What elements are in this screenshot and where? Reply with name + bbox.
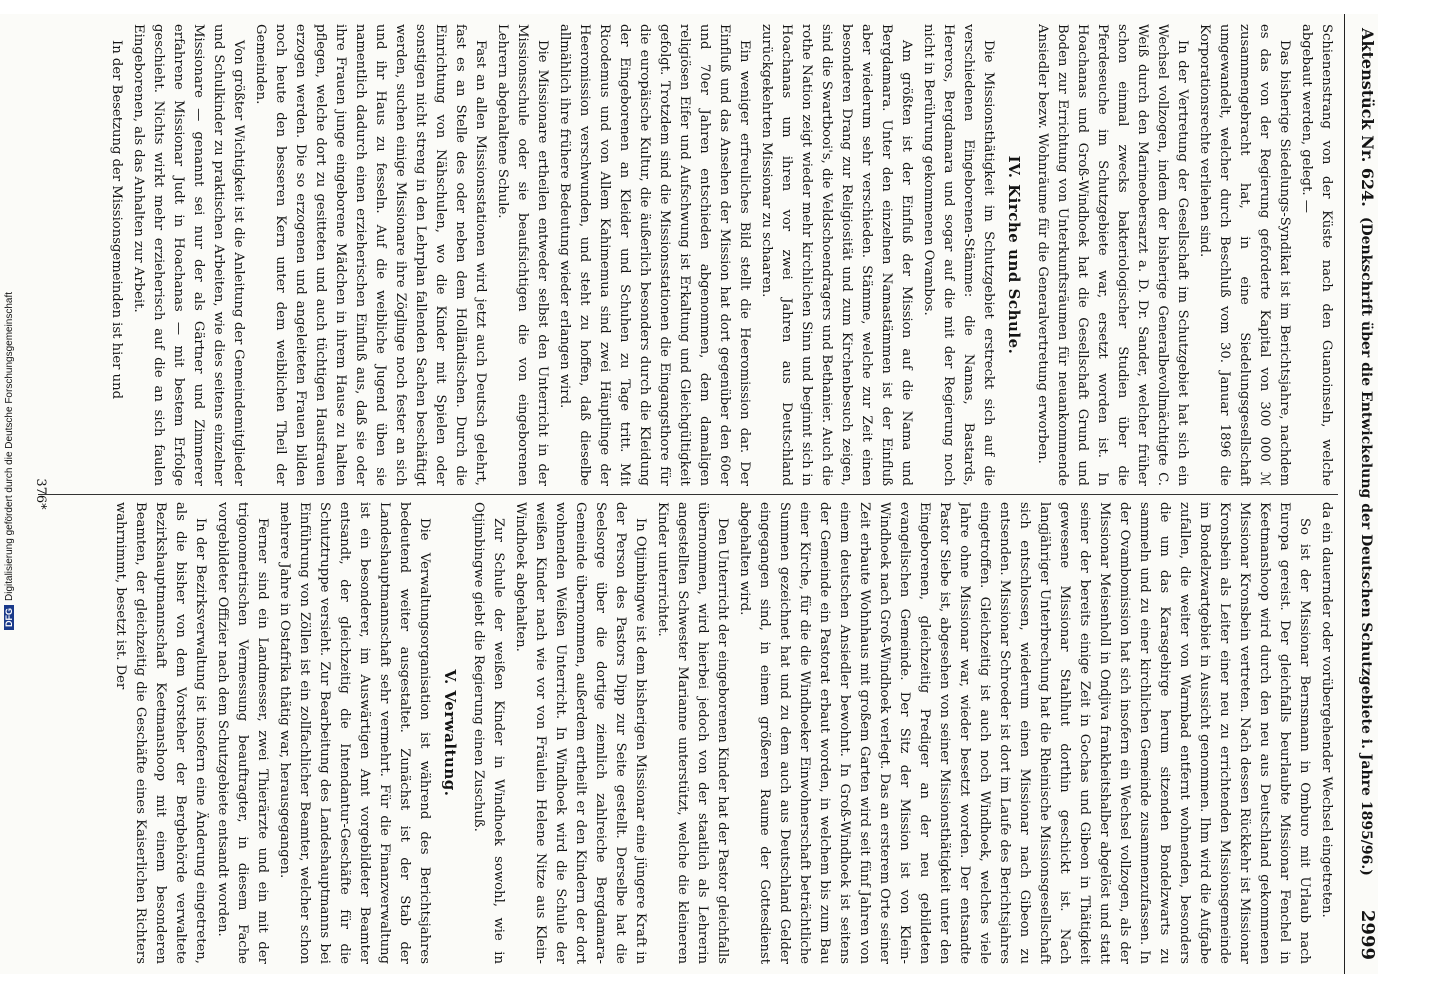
section-heading: V. Verwaltung.	[441, 669, 459, 797]
digitization-note	[4, 292, 15, 630]
column-divider	[38, 494, 1338, 495]
page-header	[1344, 14, 1378, 974]
left-column	[66, 24, 1336, 486]
page-footer-mark: 376*	[33, 478, 48, 510]
digitization-text: Digitalisierung gefördert durch die Deutsche Forschungsgemeinschaft	[4, 291, 15, 601]
paragraph: Die Missionare ertheilen entweder selbst den Unterricht in der Missionsschule oder sie beaufsichtigen die von eingeborenen Lehrern abgehaltene Schule.	[495, 24, 550, 486]
page-number: 2999	[1357, 909, 1378, 960]
paragraph: In der Vertretung der Gesellschaft im Schutzgebiet hat sich ein Wechsel vollzogen, indem der bisherige Generalbevollmächtigte C. Weiß durch den Marineobersarzt a. D. Dr. Sander, welcher früher schon einmal zwecks bakteriologischer Studien über die Pferdeseuche im Schutzgebiete war, ersetzt worden ist. In Hoachanas und Groß-Windhoek hat die Gesellschaft Grund und Boden zur Errichtung von Unterkunftsräumen für neuankommende Ansiedler bezw. Wohnräume für die Generalvertretung erworben.	[1035, 24, 1190, 486]
paragraph: Die Verwaltungsorganisation ist während des Berichtsjahres bedeutend weiter ausgestaltet. Zunächst ist der Stab der Landeshauptmannschaft sehr vermehrt. Für die Finanzverwaltung ist ein besonderer, im Auswärtigen Amt vorgebildeter Beamter entsandt, der gleichzeitig die Intendantur-Geschäfte für die Schutztruppe versieht. Zur Bearbeitung des Landeshauptmanns bei Einführung von Zöllen ist ein zollfachlicher Beamter, welcher schon mehrere Jahre in Ostafrika thätig war, herausgegangen.	[277, 502, 432, 964]
section-heading: IV. Kirche und Schule.	[1005, 155, 1023, 355]
right-column	[66, 502, 1336, 964]
paragraph: Ein weniger erfreuliches Bild stellt die Heeromission dar. Der Einfluß und das Ansehen der Mission hat dort gegenüber den 60er und 70er Jahren entschieden abgenommen, dem damaligen religiösen Eifer und Aufschwung ist Erkaltung und Gleichgültigkeit gefolgt. Trotzdem sind die Missionsstationen die Eingangsthore für die europäische Kultur, die äußerlich besonders durch die Kleidung der Eingeborenen an Kleider und Schuhen zu Tage tritt. Mit Ricodemus und von Allem Kahimemua sind zwei Häuptlinge der Heeromission verschwunden, und steht zu hoffen, daß dieselbe allmählich ihre frühere Bedeutung wieder erlangen wird.	[557, 24, 752, 486]
rotated-document-page	[0, 14, 1378, 974]
dfg-logo: DFG	[4, 605, 14, 630]
paragraph: In Otjimbingwe ist dem bisherigen Missionar eine jüngere Kraft in der Person des Pastors Dipp zur Seite gestellt. Derselbe hat die Seelsorge über die dortige ziemlich zahlreiche Bergdamara-Gemeinde übernommen, außerdem ertheilt er den Kindern der dort wohnenden Weißen Unterricht. In Windhoek wird die Schule der weißen Kinder nach wie vor von Fräulein Helene Nitze aus Klein-Windhoek abgehalten.	[513, 502, 648, 964]
paragraph: Zur Schule der weißen Kinder in Windhoek sowohl, wie in Otjimbingwe giebt die Regierung einen Zuschuß.	[471, 502, 506, 964]
paragraph: Die Missionsthätigkeit im Schutzgebiet erstreckt sich auf die verschiedenen Eingeborenen-Stämme: die Namas, Bastards, Hereros, Bergdamara und sogar auf die mit der Regierung noch nicht in Berührung gekommenen Ovambos.	[921, 24, 996, 486]
paragraph: Ferner sind ein Landmesser, zwei Thierärzte und ein mit der trigonometrischen Vermessung beauftragter, in diesem Fache vorgebildeter Offizier nach dem Schutzgebiete entsandt worden.	[215, 502, 270, 964]
document-number: Aktenstück Nr. 624.	[1358, 28, 1377, 207]
paragraph: In der Besetzung der Missionsgemeinden ist hier und	[109, 40, 124, 400]
paragraph: Fast an allen Missionsstationen wird jetzt auch Deutsch gelehrt, fast es an Stelle des oder neben dem Holländischen. Durch die Einrichtung von Nähschulen, wo die Kinder mit Spielen oder sonstigen nicht streng in den Lehrplan fallenden Sachen beschäftigt werden, suchen einige Missionare ihre Zöglinge noch fester an sich und ihr Haus zu fesseln. Auf die weibliche Jugend üben sie namentlich dadurch einen erzieherischen Einfluß aus, daß sie oder ihre Frauen junge eingeborene Mädchen in ihrem Hause zu halten pflegen, welche dort zu gesitteten und auch tüchtigen Hausfrauen erzogen werden. Die so erzogenen und angeleiteten Frauen bilden noch heute den besseren Kern unter dem weiblichen Theil der Gemeinden.	[253, 24, 488, 486]
paragraph: In der Bezirksverwaltung ist insofern eine Änderung eingetreten, als die bisher von dem Vorsteher der Bergbehörde verwaltete Bezirkshauptmannschaft Keetmanshoop mit einem besonderen Beamten, der gleichzeitig die Geschäfte eines Kaiserlichen Richters wahrnimmt, besetzt ist. Der	[113, 502, 208, 964]
paragraph: Das bisherige Siedelungs-Syndikat ist im Berichtsjahre, nachdem es das von der Regierung geforderte Kapital von 300 000 ℳ zusammengebracht hat, in eine Siedelungsgesellschaft umgewandelt, welcher durch Beschluß vom 30. Januar 1896 die Korporationsrechte verliehen sind.	[1197, 24, 1292, 486]
paragraph: Am größten ist der Einfluß der Mission auf die Nama und Bergdamara. Unter den einzelnen Namastämmen ist der Einfluß aber wiederum sehr verschieden. Stämme, welche zur Zeit einen besonderen Drang zur Religiosität und zum Kirchenbesuch zeigen, sind die Swartbooi's, die Veldschoendragers und Bethanier. Auch die rothe Nation zeigt wieder mehr kirchlichen Sinn und beginnt sich in Hoachanas um ihren vor zwei Jahren aus Deutschland zurückgekehrten Missionar zu schaaren.	[759, 24, 914, 486]
paragraph: So ist der Missionar Bernsmann in Omburo mit Urlaub nach Europa gereist. Der gleichfalls beurlaubte Missionar Fenchel in Keetmanshoop wird durch den neu aus Deutschland gekommenen Missionar Kronsbein vertreten. Nach dessen Rückkehr ist Missionar Kronsbein als Leiter einer neu zu errichtenden Missionsgemeinde im Bondelzwartgebiet in Aussicht genommen. Ihm wird die Aufgabe zufallen, die weiter von Warmbad entfernt wohnenden, besonders die um das Karasgebirge herum sitzenden Bondelzwarts zu sammeln und zu einer kirchlichen Gemeinde zusammenzufassen. In der Ovambomission hat sich insofern ein Wechsel vollzogen, als der Missionar Meisenholl in Ondjiva frankheitshalber abgelöst und statt seiner der bereits einige Zeit in Gochas und Gibeon in Thätigkeit gewesene Missionar Stahlhut dorthin geschickt ist. Nach langjähriger Unterbrechung hat die Rheinische Missionsgesellschaft sich entschlossen, wiederum einen Missionar nach Gibeon zu entsenden. Missionar Schroeder ist dort im Laufe des Berichtsjahres eingetroffen. Gleichzeitig ist auch noch Windhoek, welches viele Jahre ohne Missionar war, wieder besetzt worden. Der entsandte Pastor Siebe ist, abgesehen von seiner Missionsthätigkeit unter den Eingeborenen, gleichzeitig Prediger an der neu gebildeten evangelischen Gemeinde. Der Sitz der Mission ist von Klein-Windhoek nach Groß-Windhoek verlegt. Das an ersterem Orte seiner Zeit erbaute Wohnhaus mit großem Garten wird seit fünf Jahren von einem deutschen Ansiedler bewohnt. In Groß-Windhoek ist seitens der Gemeinde ein Pastorat erbaut worden, in welchem bis zum Bau einer Kirche, für die die Windhoeker Einwohnerschaft beträchtliche Summen gezeichnet hat und zu dem auch aus Deutschland Gelder eingegangen sind, in einem größeren Raume der Gottesdienst abgehalten wird.	[737, 502, 1312, 964]
paragraph: Von größter Wichtigkeit ist die Anleitung der Gemeindemitglieder und Schulkinder zu praktischen Arbeiten, wie dies seitens einzelner Missionare — genannt sei nur der als Gärtner und Zimmerer erfahrene Missionar Judt in Hoachanas — mit bestem Erfolge geschieht. Nichts wirkt mehr erzieherisch auf die an sich faulen Eingeborenen, als das Anhalten zur Arbeit.	[131, 24, 246, 486]
document-title: (Denkschrift über die Entwickelung der Deutschen Schutzgebiete i. Jahre 1895/96.)	[1358, 216, 1374, 876]
paragraph: Schienenstrang von der Küste nach den Guanoinseln, welche abgebaut werden, gelegt. —	[1299, 24, 1334, 486]
paragraph: da ein dauernder oder vorübergehender Wechsel eingetreten.	[1319, 502, 1334, 918]
paragraph: Den Unterricht der eingeborenen Kinder hat der Pastor gleichfalls übernommen, wird hierbei jedoch von der staatlich als Lehrerin angestellten Schwester Marianne unterstützt, welche die kleineren Kinder unterrichtet.	[655, 502, 730, 964]
